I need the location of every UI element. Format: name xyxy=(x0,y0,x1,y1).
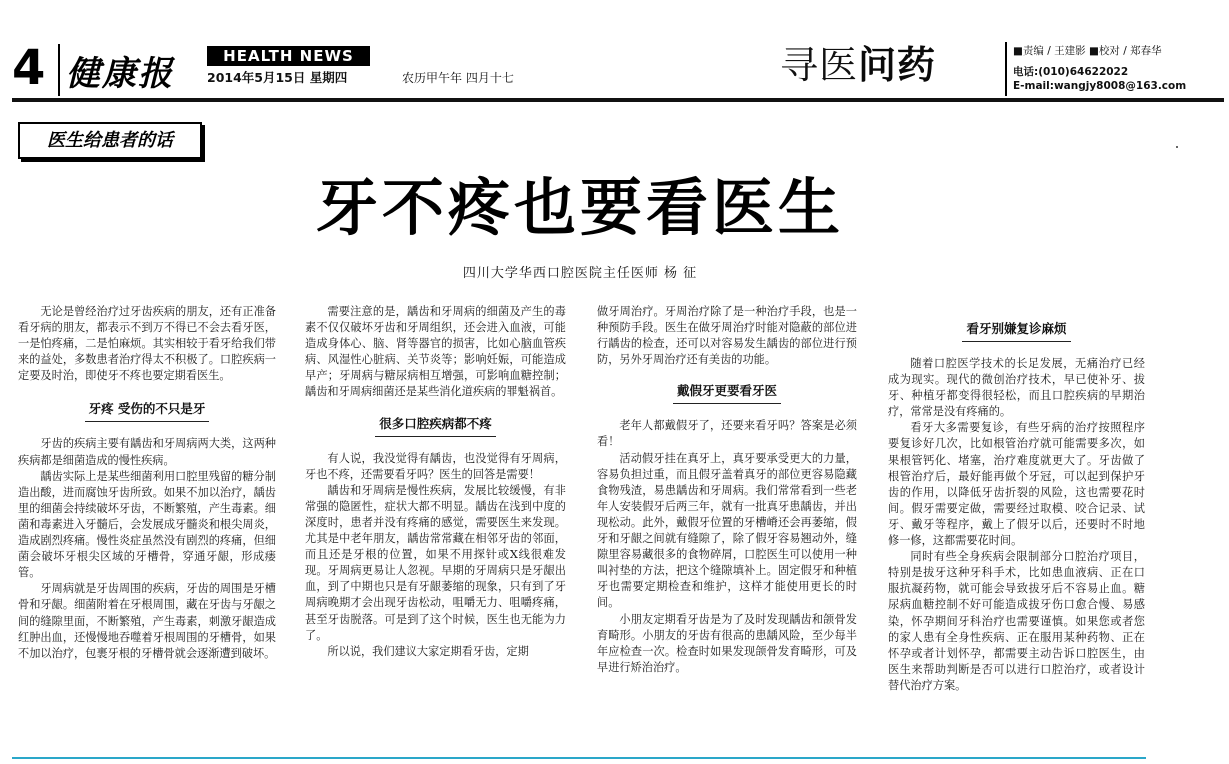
article-paragraph: 龋齿实际上是某些细菌利用口腔里残留的糖分制造出酸，进而腐蚀牙齿所致。如果不加以治疗，龋齿里的细菌会持续破坏牙齿，不断繁殖，产生毒素。细菌和毒素进入牙髓后，会发展成牙髓炎和根尖周炎，造成剧烈疼痛。慢性炎症虽然没有剧烈的疼痛，但细菌会破坏牙根尖区域的牙槽骨，穿通牙龈，形成瘘管。 xyxy=(18,469,276,580)
section-divider xyxy=(1005,42,1007,96)
subheading-text: 戴假牙更要看牙医 xyxy=(673,382,781,404)
subheading xyxy=(305,415,566,437)
article-paragraph: 牙周病就是牙齿周围的疾病，牙齿的周围是牙槽骨和牙龈。细菌附着在牙根周围，藏在牙齿与牙龈之间的缝隙里面，不断繁殖，产生毒素，刺激牙龈造成红肿出血，还慢慢地吞噬着牙根周围的牙槽骨，如果不加以治疗，包裹牙根的牙槽骨就会逐渐遭到破坏。 xyxy=(18,582,276,660)
article-paragraph: 做牙周治疗。牙周治疗除了是一种治疗手段，也是一种预防手段。医生在做牙周治疗时能对隐蔽的部位进行龋齿的检查，还可以对容易发生龋齿的部位进行预防，另外牙周治疗还有美齿的功能。 xyxy=(597,305,857,367)
article-paragraph: 龋齿和牙周病是慢性疾病，发展比较缓慢，有非常强的隐匿性，症状大都不明显。龋齿在浅到中度的深度时，患者并没有疼痛的感觉，需要医生来发现。尤其是中老年朋友，龋齿常常藏在相邻牙齿的邻面，而且还是牙根的位置，如果不用探针或X线很难发现。牙周病更易让人忽视。早期的牙周病只是牙龈出血，到了中期也只是有牙龈萎缩的现象，只有到了牙周病晚期才会出现牙齿松动，咀嚼无力、咀嚼疼痛，甚至牙齿脱落。可是到了这个时候，医生也无能为力了。 xyxy=(305,483,566,642)
article-paragraph: 无论是曾经治疗过牙齿疾病的朋友，还有正准备看牙病的朋友，都表示不到万不得已不会去看牙医，一是怕疼痛，二是怕麻烦。其实相较于看牙给我们带来的益处，多数患者治疗得太不积极了。口腔疾病一定要及时治，即使牙不疼也要定期看医生。 xyxy=(18,305,276,383)
masthead-rule xyxy=(12,98,1224,102)
article-column-2 xyxy=(305,304,566,660)
subheading xyxy=(888,320,1145,342)
health-news-banner: HEALTH NEWS xyxy=(207,46,370,66)
article-column-3 xyxy=(597,304,857,676)
article-column-1 xyxy=(18,304,276,662)
article-paragraph: 同时有些全身疾病会限制部分口腔治疗项目，特别是拔牙这种牙科手术，比如患血液病、正在口服抗凝药物，就可能会导致拔牙后不容易止血。糖尿病血糖控制不好可能造成拔牙伤口愈合慢、易感染，怀孕期间牙科治疗也需要谨慎。如果您或者您的家人患有全身性疾病、正在服用某种药物、正在怀孕或者计划怀孕，都需要主动告诉口腔医生，由医生来帮助判断是否可以进行口腔治疗，或者设计替代治疗方案。 xyxy=(888,550,1145,692)
article-paragraph: 随着口腔医学技术的长足发展，无痛治疗已经成为现实。现代的微创治疗技术，早已使补牙、拔牙、种植牙都变得很轻松，而且口腔疾病的早期治疗，常常是没有疼痛的。 xyxy=(888,357,1145,419)
article-headline: 牙不疼也要看医生 xyxy=(315,171,844,244)
article-column-4 xyxy=(888,304,1145,694)
issue-date: 2014年5月15日 星期四 xyxy=(207,70,348,85)
masthead xyxy=(0,0,1229,100)
column-tag: 医生给患者的话 xyxy=(18,122,202,159)
article-paragraph: 看牙大多需要复诊，有些牙病的治疗按照程序要复诊好几次，比如根管治疗就可能需要多次，如果根管钙化、堵塞，治疗难度就更大了。牙齿做了根管治疗后，最好能再做个牙冠，可以起到保护牙齿的作用，以降低牙齿折裂的风险，这也需要花时间。假牙需要定做，需要经过取模、咬合记录、试牙、戴牙等程序，戴上了假牙以后，还要时不时地修一修，这都需要花时间。 xyxy=(888,421,1145,548)
subheading xyxy=(18,400,276,422)
section-title-accent: 问药 xyxy=(858,43,937,87)
bottom-rule xyxy=(12,757,1146,759)
contact-telephone: 电话:(010)64622022 xyxy=(1013,66,1129,78)
section-title xyxy=(780,40,936,90)
article-paragraph: 牙齿的疾病主要有龋齿和牙周病两大类，这两种疾病都是细菌造成的慢性疾病。 xyxy=(18,437,276,467)
page-number: 4 xyxy=(12,40,46,96)
article-paragraph: 所以说，我们建议大家定期看牙齿，定期 xyxy=(327,644,529,658)
subheading-text: 看牙别嫌复诊麻烦 xyxy=(962,320,1070,342)
contact-email: E-mail:wangjy8008@163.com xyxy=(1013,80,1187,92)
article-byline: 四川大学华西口腔医院主任医师 杨 征 xyxy=(462,266,698,281)
newspaper-logo: 健康报 xyxy=(66,54,174,94)
article-paragraph: 需要注意的是，龋齿和牙周病的细菌及产生的毒素不仅仅破坏牙齿和牙周组织，还会进入血液，可能造成身体心、脑、肾等器官的损害，比如心脑血管疾病、风湿性心脏病、关节炎等；影响妊娠，可能造成早产；牙周病与糖尿病相互增强，可影响血糖控制；龋齿和牙周病细菌还是某些消化道疾病的罪魁祸首。 xyxy=(305,305,566,399)
subheading-text: 牙疼 受伤的不只是牙 xyxy=(85,400,210,422)
section-title-prefix: 寻医 xyxy=(780,43,859,87)
print-mark xyxy=(1176,146,1178,148)
article-paragraph: 有人说，我没觉得有龋齿，也没觉得有牙周病，牙也不疼，还需要看牙吗？医生的回答是需要！ xyxy=(305,451,566,481)
article-paragraph: 小朋友定期看牙齿是为了及时发现龋齿和颌骨发育畸形。小朋友的牙齿有很高的患龋风险，至少每半年应检查一次。检查时如果发现颌骨发育畸形，可及早进行矫治治疗。 xyxy=(597,612,857,674)
staff-credits: ■责编 / 王建影 ■校对 / 郑春华 xyxy=(1013,45,1162,57)
lunar-date: 农历甲午年 四月十七 xyxy=(402,71,514,85)
article-paragraph: 活动假牙挂在真牙上，真牙要承受更大的力量，容易负担过重，而且假牙盖着真牙的部位更容易隐藏食物残渣，易患龋齿和牙周病。我们常常看到一些老年人安装假牙后两三年，就有一批真牙患龋齿，并出现松动。此外，戴假牙位置的牙槽嵴还会再萎缩，假牙和牙龈之间就有缝隙了，除了假牙容易翘动外，缝隙里容易藏很多的食物碎屑，口腔医生可以使用一种叫衬垫的方法，把这个缝隙填补上。固定假牙和种植牙也需要定期检查和维护，这样才能使用更长的时间。 xyxy=(597,451,857,610)
subheading xyxy=(597,382,857,404)
page-number-divider xyxy=(58,44,60,96)
subheading-text: 很多口腔疾病都不疼 xyxy=(375,415,496,437)
article-paragraph: 老年人都戴假牙了，还要来看牙吗？答案是必须看！ xyxy=(597,419,857,449)
